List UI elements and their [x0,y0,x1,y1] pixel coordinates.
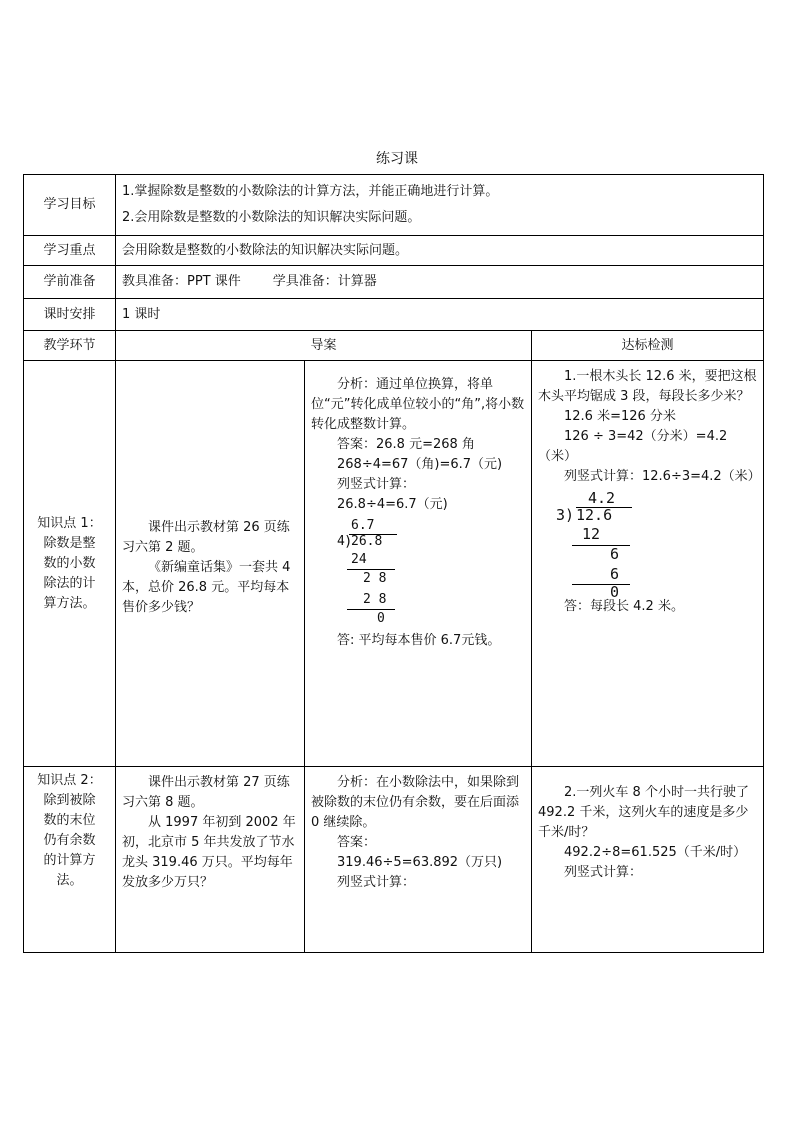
k2-task-question: 从 1997 年初到 2002 年初，北京市 5 年共发放了节水龙头 319.46 万只。平均每年发放多少万只？ [122,815,296,890]
k1-div-bracket-paren: ) [344,534,353,550]
k1-vertical-label: 列竖式计算： [337,477,416,492]
k1-test-question: 1.一根木头长 12.6 米，要把这根木头平均锯成 3 段，每段长多少米？ [538,369,757,404]
k2-test-equation: 492.2÷8=61.525（千米/时） [564,845,747,860]
k1-div-dividend: 26.8 [351,534,383,549]
k1-task-source: 课件出示教材第 26 页练习六第 2 题。 [122,519,290,555]
k2-test [532,767,764,953]
k1-div-line-2 [347,609,395,610]
k1-tdiv-sub-1: 12 [582,525,601,543]
k1-task-question: 《新编童话集》一套共 4 本，总价 26.8 元。平均每本售价多少钱？ [122,559,291,615]
focus-content: 会用除数是整数的小数除法的知识解决实际问题。 [116,236,764,266]
goal-line-2: 2.会用除数是整数的小数除法的知识解决实际问题。 [122,210,421,225]
k1-tdiv-quotient: 4.2 [588,489,616,507]
k1-tdiv-bracket-paren: ) [565,506,575,524]
k2-test-vertical-label: 列竖式计算： [564,865,643,880]
k1-test-step-1: 12.6 米=126 分米 [564,409,676,424]
k2-label-line: 知识点 2： [37,773,102,788]
k2-label-line: 除到被除 [43,793,96,808]
k2-label-line: 法。 [56,873,83,888]
prep-content [116,266,764,299]
focus-label: 学习重点 [24,236,116,266]
goal-label: 学习目标 [24,175,116,236]
k1-final-answer: 答: 平均每本售价 6.7元钱。 [337,633,501,648]
k1-analysis [305,361,532,767]
k1-long-division [311,515,525,631]
k2-label-line: 数的末位 [43,813,96,828]
k1-label-line: 知识点 1： [37,515,102,531]
goal-content [116,175,764,236]
k2-vertical-label: 列竖式计算： [337,875,416,890]
k1-answer-line-2: 268÷4=67（角)=6.7（元) [337,457,503,472]
k1-answer-line-1: 答案：26.8 元=268 角 [337,437,475,452]
row-knowledge-1 [24,361,764,767]
k1-tdiv-line-1 [572,545,630,546]
k1-test [532,361,764,767]
k2-label-line: 仍有余数 [43,833,96,848]
k1-tdiv-dividend: 12.6 [576,506,613,524]
k1-label-line: 数的小数 [43,555,96,571]
k1-label-line: 除法的计 [43,575,96,591]
k1-tdiv-sub-2: 6 [610,565,620,583]
k1-test-step-2: 126 ÷ 3=42（分米）=4.2（米） [538,429,728,464]
k2-test-question: 2.一列火车 8 个小时一共行驶了 492.2 千米，这列火车的速度是多少千米/时？ [538,785,749,840]
page-title: 练习课 [376,151,418,167]
k1-tdiv-rem-2: 0 [610,583,620,601]
k1-equation: 26.8÷4=6.7（元) [337,497,448,512]
k1-test-answer: 答：每段长 4.2 米。 [564,599,684,614]
goal-line-1: 1.掌握除数是整数的小数除法的计算方法，并能正确地进行计算。 [122,184,499,199]
prep-label: 学前准备 [24,266,116,299]
header-test: 达标检测 [532,331,764,361]
k1-div-quotient: 6.7 [351,518,375,533]
k2-task [116,767,305,953]
k1-div-line-1 [347,569,395,570]
k2-label [24,767,116,953]
student-prep: 学具准备：计算器 [272,274,377,289]
k1-div-sub-2: 2 8 [363,592,387,607]
row-knowledge-2 [24,767,764,953]
k1-tdiv-line-2 [572,584,630,585]
k2-task-source: 课件出示教材第 27 页练习六第 8 题。 [122,775,290,810]
schedule-label: 课时安排 [24,299,116,331]
k2-analysis-text: 分析：在小数除法中，如果除到被除数的末位仍有余数，要在后面添 0 继续除。 [311,775,520,830]
k1-label-line: 算方法。 [43,595,96,611]
k1-div-sub-1: 24 [351,552,367,567]
row-focus [24,236,764,266]
k1-label [24,361,116,767]
k1-task [116,361,305,767]
k1-test-long-division [538,487,757,601]
row-prep [24,266,764,299]
teacher-prep: 教具准备：PPT 课件 [122,274,241,289]
k1-div-rem-1: 2 8 [363,571,387,586]
k2-answer-label: 答案： [337,835,377,850]
row-schedule [24,299,764,331]
schedule-content: 1 课时 [116,299,764,331]
k1-tdiv-divisor: 3 [556,506,566,524]
k1-analysis-text: 分析：通过单位换算，将单位“元”转化成单位较小的“角”,将小数转化成整数计算。 [311,377,525,432]
k1-test-step-3: 列竖式计算：12.6÷3=4.2（米） [564,469,761,484]
k1-div-divisor: 4 [337,534,345,549]
k2-label-line: 的计算方 [43,853,96,868]
lesson-plan-table [23,174,764,953]
k2-analysis [305,767,532,953]
row-goal [24,175,764,236]
k2-equation: 319.46÷5=63.892（万只) [337,855,503,870]
k1-div-rem-2: 0 [377,611,385,626]
k1-label-line: 除数是整 [43,535,96,551]
header-section: 教学环节 [24,331,116,361]
row-header [24,331,764,361]
header-guide: 导案 [116,331,532,361]
k1-tdiv-rem-1: 6 [610,545,620,563]
